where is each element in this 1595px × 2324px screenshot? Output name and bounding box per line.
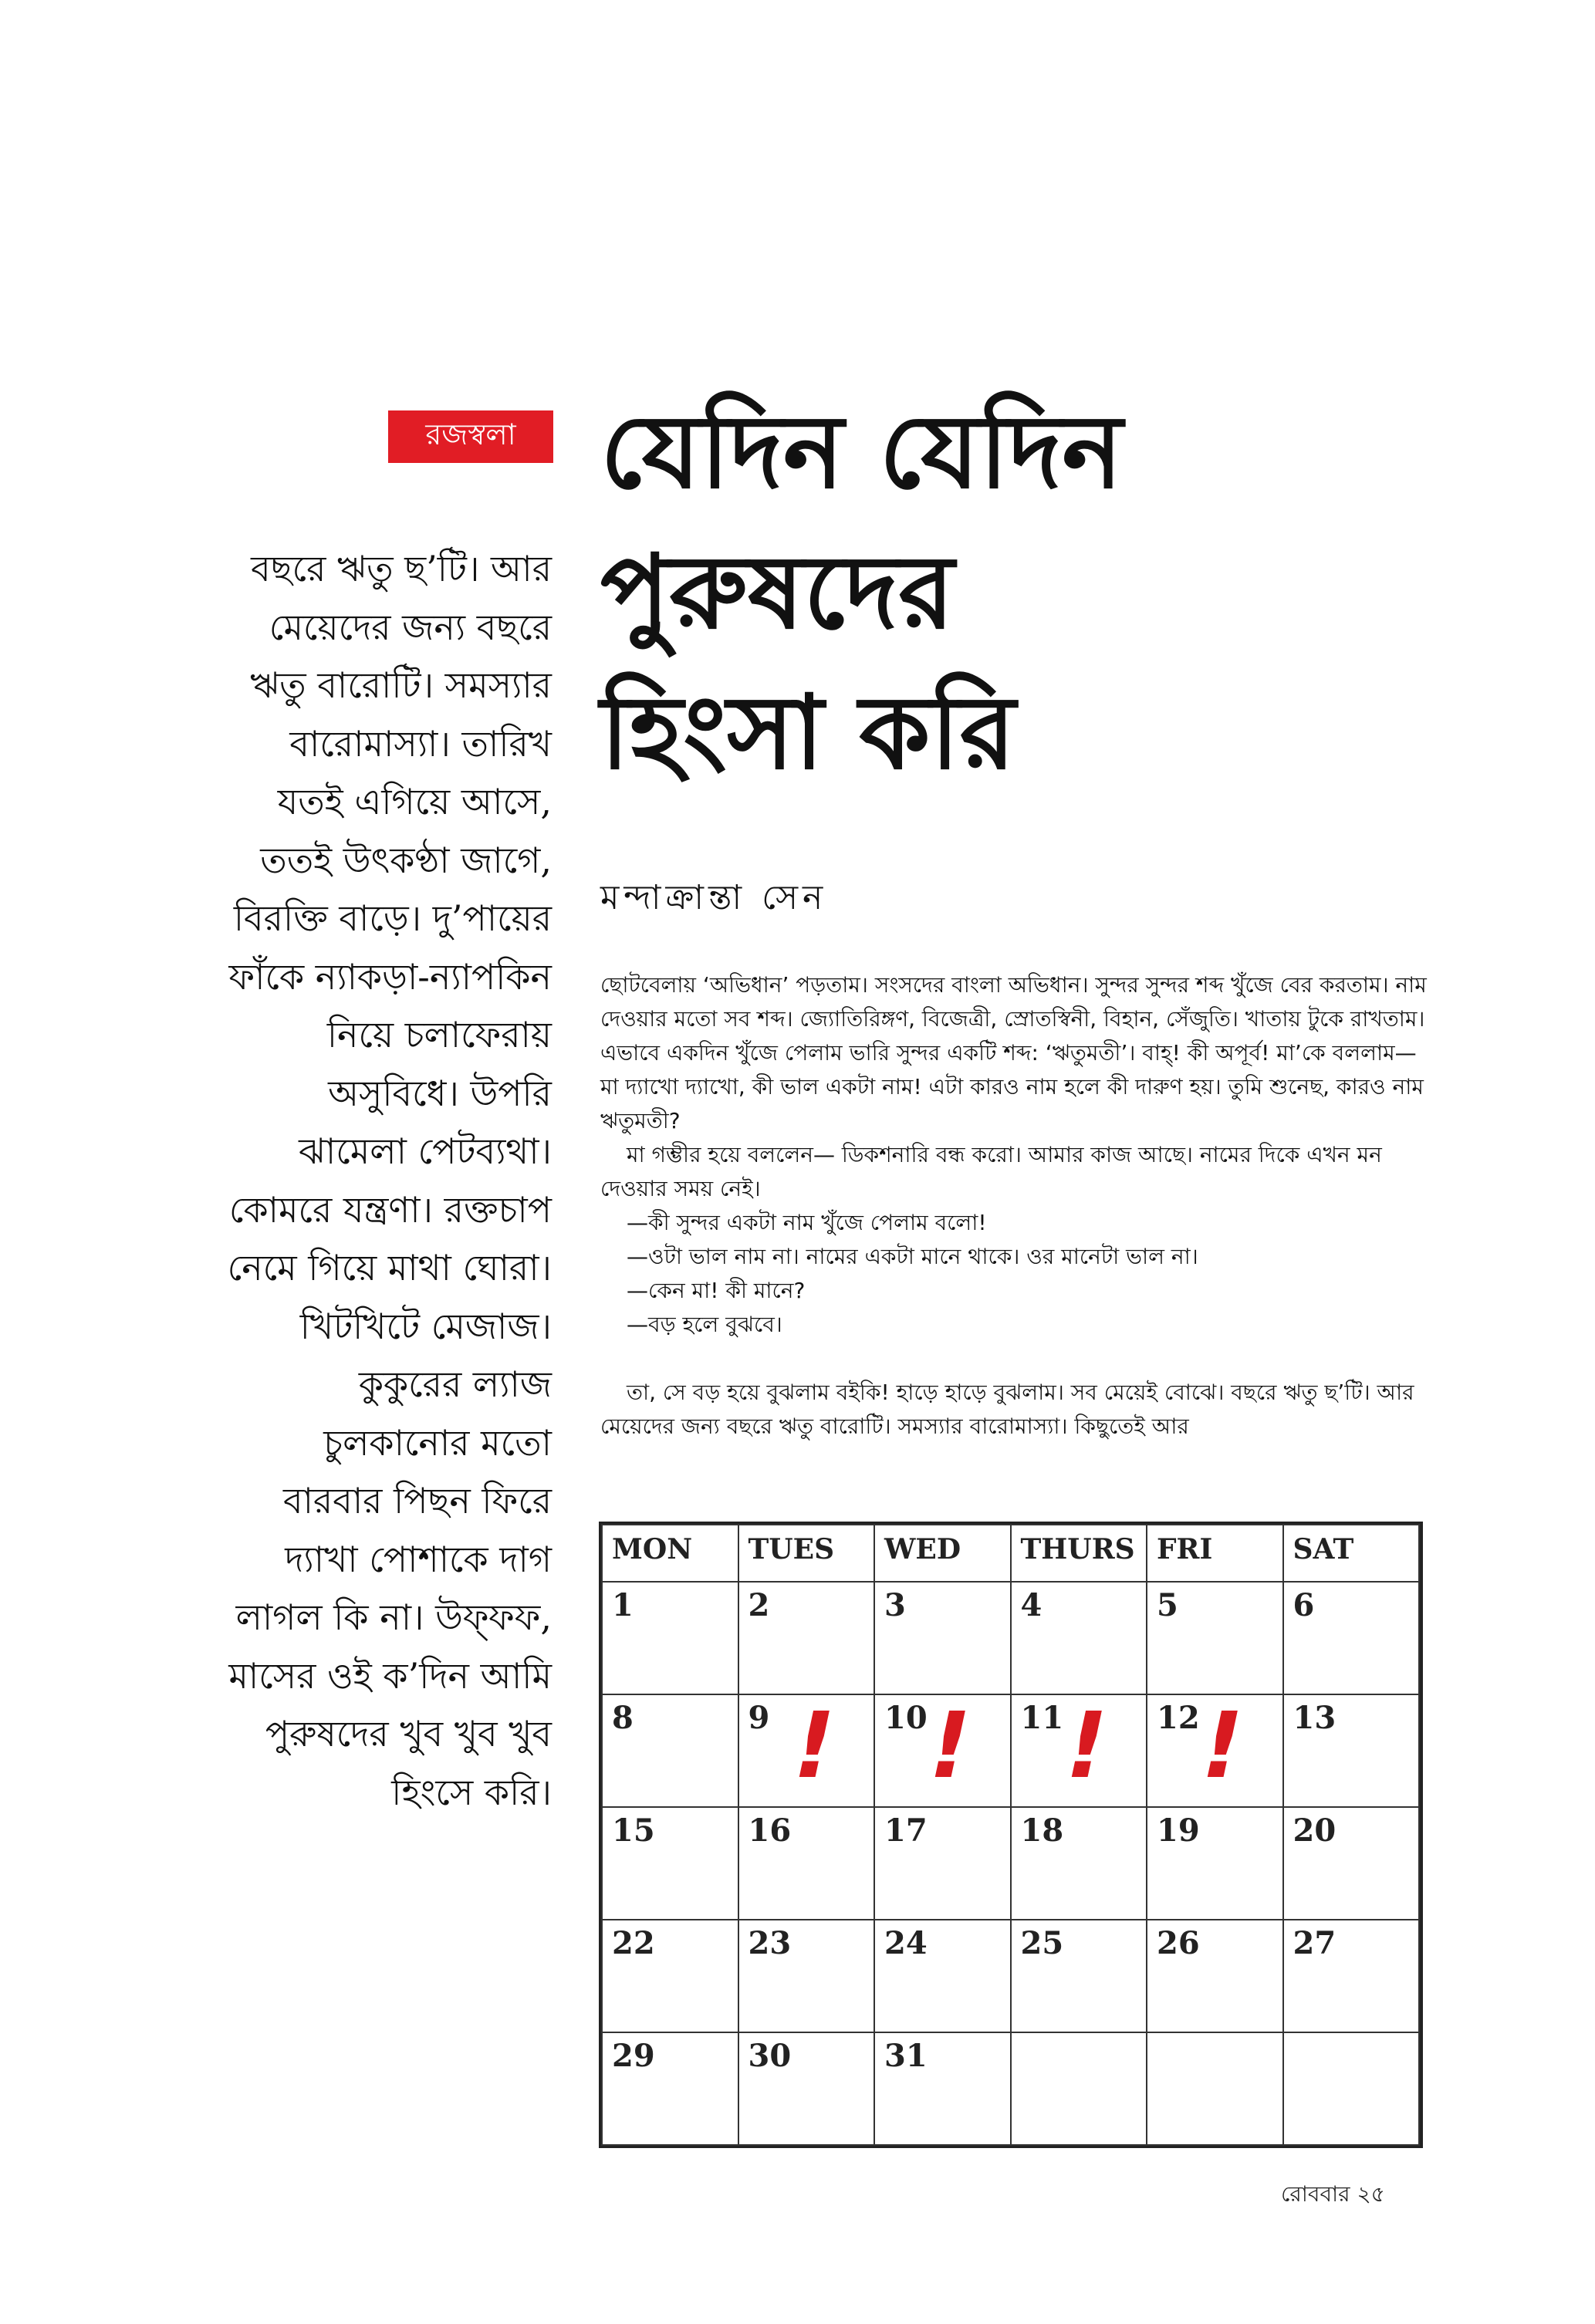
pull-quote-line: লাগল কি না। উফ্ফফ,: [235, 1596, 552, 1638]
pull-quote-line: ঝামেলা পেটব্যথা।: [299, 1130, 552, 1172]
calendar-date-cell: [874, 1694, 1011, 1807]
calendar-date-cell: [874, 1920, 1011, 2032]
article-body: [600, 968, 1434, 1444]
calendar-date-cell: [1283, 1807, 1420, 1920]
calendar-date-cell: [602, 1694, 738, 1807]
calendar-date: 31: [884, 2038, 928, 2074]
calendar-date: 3: [884, 1587, 906, 1623]
calendar-date: 8: [612, 1700, 634, 1736]
calendar-date-cell: [602, 1582, 738, 1694]
body-paragraph: তা, সে বড় হয়ে বুঝলাম বইকি! হাড়ে হাড়ে বুঝলাম। সব মেয়েই বোঝে। বছরে ঋতু ছ’টি। আর মেয়েদের জন্য বছরে ঋতু বারোটি। সমস্যার বারোমাস্যা। কিছুতেই আর: [600, 1380, 1414, 1439]
pull-quote-line: কোমরে যন্ত্রণা। রক্তচাপ: [228, 1188, 552, 1231]
section-tag: রজস্বলা: [388, 410, 553, 463]
calendar-date: 5: [1157, 1587, 1178, 1623]
calendar-day-header: WED: [874, 1525, 1011, 1582]
calendar-date-cell: [1283, 1920, 1420, 2032]
calendar-date: 13: [1293, 1700, 1336, 1736]
headline-line: যেদিন যেদিন: [600, 392, 1123, 512]
calendar-date-cell: [738, 1694, 875, 1807]
pull-quote-line: নিয়ে চলাফেরায়: [326, 1014, 552, 1056]
calendar-date-cell: [1011, 1582, 1147, 1694]
pull-quote-line: হিংসে করি।: [391, 1771, 552, 1813]
calendar-date: 4: [1020, 1587, 1042, 1623]
calendar-date: 9: [748, 1700, 770, 1736]
calendar-date-cell: [1147, 2032, 1283, 2145]
calendar-date: 24: [884, 1925, 928, 1961]
body-paragraph: মা গম্ভীর হয়ে বললেন— ডিকশনারি বন্ধ করো। আমার কাজ আছে। নামের দিকে এখন মন দেওয়ার সময় নেই।: [600, 1142, 1382, 1201]
paragraph-gap: [600, 1342, 1434, 1376]
pull-quote-line: দ্যাখা পোশাকে দাগ: [285, 1538, 552, 1580]
calendar-date: 22: [612, 1925, 655, 1961]
calendar-date: 15: [612, 1812, 655, 1849]
calendar-day-header: MON: [602, 1525, 738, 1582]
pull-quote-line: পুরুষদের খুব খুব খুব: [265, 1713, 552, 1755]
calendar-date-cell: [874, 2032, 1011, 2145]
calendar-date-cell: [738, 2032, 875, 2145]
calendar-date-cell: [1011, 1920, 1147, 2032]
calendar-date: 27: [1293, 1925, 1336, 1961]
calendar-header-row: [602, 1525, 1419, 1582]
calendar-date-cell: [738, 1807, 875, 1920]
exclamation-mark-icon: !: [917, 1692, 982, 1799]
calendar-date-cell: [1147, 1920, 1283, 2032]
calendar-date-cell: [874, 1582, 1011, 1694]
calendar-day-header: FRI: [1147, 1525, 1283, 1582]
calendar-date: 10: [884, 1700, 928, 1736]
calendar-date-cell: [874, 1807, 1011, 1920]
calendar-date-cell: [1147, 1807, 1283, 1920]
calendar-date-cell: [1011, 1694, 1147, 1807]
calendar-date-cell: [1283, 1582, 1420, 1694]
calendar-date-cell: [1147, 1582, 1283, 1694]
dialogue-line: —ওটা ভাল নাম না। নামের একটা মানে থাকে। ওর মানেটা ভাল না।: [627, 1244, 1198, 1269]
pull-quote-line: নেমে গিয়ে মাথা ঘোরা।: [227, 1247, 552, 1289]
pull-quote-line: বারবার পিছন ফিরে: [282, 1480, 552, 1522]
body-paragraph: ছোটবেলায় ‘অভিধান’ পড়তাম। সংসদের বাংলা অভিধান। সুন্দর সুন্দর শব্দ খুঁজে বের করতাম। নাম দেওয়ার মতো সব শব্দ। জ্যোতিরিঙ্গণ, বিজেত্রী, স্রোতস্বিনী, বিহান, সেঁজুতি। খাতায় টুকে রাখতাম। এভাবে একদিন খুঁজে পেলাম ভারি সুন্দর একটি শব্দ: ‘ঋতুমতী’। বাহ্! কী অপূর্ব! মা’কে বললাম— মা দ্যাখো দ্যাখো, কী ভাল একটা নাম! এটা কারও নাম হলে কী দারুণ হয়। তুমি শুনেছ, কারও নাম ঋতুমতী?: [600, 972, 1427, 1133]
pull-quote-line: যতই এগিয়ে আসে,: [277, 781, 552, 823]
pull-quote: [116, 540, 552, 1822]
pull-quote-line: ঋতু বারোটি। সমস্যার: [250, 664, 552, 706]
exclamation-mark-icon: !: [781, 1692, 846, 1799]
dialogue-line: —কী সুন্দর একটা নাম খুঁজে পেলাম বলো!: [627, 1210, 987, 1235]
calendar-week-row: [602, 1920, 1419, 2032]
calendar-date: 17: [884, 1812, 928, 1849]
pull-quote-line: মাসের ওই ক’দিন আমি: [228, 1654, 552, 1697]
calendar-date: 19: [1157, 1812, 1200, 1849]
calendar-date: 2: [748, 1587, 770, 1623]
calendar-date-cell: [738, 1920, 875, 2032]
calendar-date: 23: [748, 1925, 792, 1961]
pull-quote-line: ততই উৎকণ্ঠা জাগে,: [260, 839, 552, 881]
calendar-date: 6: [1293, 1587, 1315, 1623]
pull-quote-line: বিরক্তি বাড়ে। দু’পায়ের: [233, 897, 552, 939]
calendar-date: 26: [1157, 1925, 1200, 1961]
calendar-date: 25: [1020, 1925, 1064, 1961]
headline-line: পুরুষদের: [600, 532, 955, 652]
pull-quote-line: খিটখিটে মেজাজ।: [299, 1305, 552, 1347]
calendar-week-row: [602, 1694, 1419, 1807]
calendar-date-cell: [1283, 2032, 1420, 2145]
calendar-date-cell: [738, 1582, 875, 1694]
exclamation-mark-icon: !: [1053, 1692, 1118, 1799]
exclamation-mark-icon: !: [1190, 1692, 1255, 1799]
dialogue-line: —কেন মা! কী মানে?: [627, 1278, 806, 1303]
calendar-date: 20: [1293, 1812, 1336, 1849]
headline-line: হিংসা করি: [600, 673, 1016, 792]
calendar-date: 18: [1020, 1812, 1064, 1849]
byline: মন্দাক্রান্তা সেন: [600, 878, 828, 917]
calendar-date-cell: [602, 1920, 738, 2032]
calendar-date: 11: [1020, 1700, 1064, 1736]
pull-quote-line: ফাঁকে ন্যাকড়া-ন্যাপকিন: [228, 955, 552, 998]
pull-quote-line: চুলকানোর মতো: [323, 1421, 552, 1464]
pull-quote-line: বারোমাস্যা। তারিখ: [289, 722, 552, 765]
dialogue-line: —বড় হলে বুঝবে।: [627, 1312, 782, 1337]
calendar-date-cell: [1147, 1694, 1283, 1807]
page-folio: রোববার ২৫: [1281, 2181, 1385, 2207]
calendar-date: 16: [748, 1812, 792, 1849]
calendar-date: 29: [612, 2038, 655, 2074]
calendar-date-cell: [1011, 2032, 1147, 2145]
calendar-grid: [601, 1524, 1420, 2146]
pull-quote-line: বছরে ঋতু ছ’টি। আর: [251, 548, 552, 589]
calendar-day-header: SAT: [1283, 1525, 1420, 1582]
calendar-illustration: [599, 1522, 1423, 2148]
calendar-date-cell: [1011, 1807, 1147, 1920]
calendar-date: 30: [748, 2038, 792, 2074]
calendar-week-row: [602, 1807, 1419, 1920]
calendar-date-cell: [602, 1807, 738, 1920]
calendar-date: 1: [612, 1587, 634, 1623]
calendar-day-header: TUES: [738, 1525, 875, 1582]
pull-quote-line: কুকুরের ল্যাজ: [358, 1363, 552, 1405]
calendar-week-row: [602, 2032, 1419, 2145]
pull-quote-line: অসুবিধে। উপরি: [328, 1072, 552, 1114]
calendar-date-cell: [1283, 1694, 1420, 1807]
pull-quote-line: মেয়েদের জন্য বছরে: [269, 606, 552, 648]
headline: [600, 382, 1295, 803]
calendar-week-row: [602, 1582, 1419, 1694]
calendar-date: 12: [1157, 1700, 1200, 1736]
calendar-day-header: THURS: [1011, 1525, 1147, 1582]
calendar-date-cell: [602, 2032, 738, 2145]
